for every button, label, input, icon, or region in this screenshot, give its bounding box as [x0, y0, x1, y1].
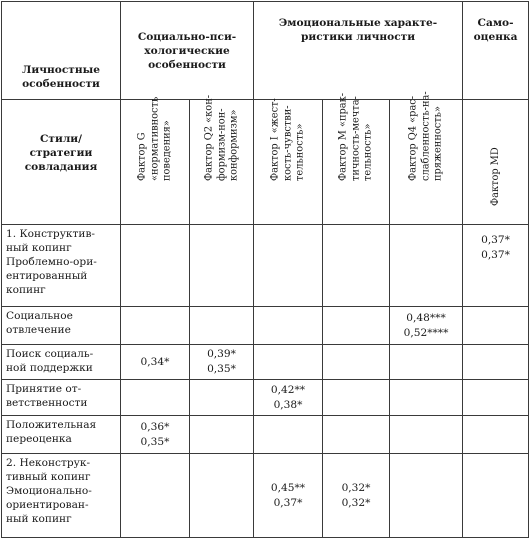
table-cell — [463, 307, 529, 345]
row-label: Социальное отвлечение — [2, 307, 121, 345]
table-cell — [390, 416, 463, 454]
table-cell — [254, 307, 323, 345]
table-cell — [390, 380, 463, 416]
row-label: 1. Конструктив- ный копинг Проблемно-ори- ентированный копинг — [2, 225, 121, 307]
factor-m-header: Фактор M «прак- тичность-мечта- тельность» — [323, 100, 390, 225]
table-cell — [254, 416, 323, 454]
table-cell: 0,37* 0,37* — [463, 225, 529, 307]
row-label: 2. Неконструк- тивный копинг Эмоционально- ориентирован- ный копинг — [2, 454, 121, 538]
header-personal-traits: Личностные особенности — [2, 2, 121, 100]
table-cell — [390, 454, 463, 538]
table-cell: 0,36* 0,35* — [121, 416, 190, 454]
table-cell — [254, 345, 323, 380]
table-cell — [463, 454, 529, 538]
table-cell — [190, 380, 254, 416]
factor-g-header: Фактор G «нормативность поведения» — [121, 100, 190, 225]
table-cell — [323, 345, 390, 380]
table-cell — [121, 454, 190, 538]
table-cell — [390, 345, 463, 380]
table-cell — [190, 225, 254, 307]
header-emotional: Эмоциональные характе- ристики личности — [254, 2, 463, 100]
table-row — [2, 345, 529, 380]
factor-md-header: Фактор MD — [463, 100, 529, 225]
row-label: Принятие от- ветственности — [2, 380, 121, 416]
table-cell: 0,39* 0,35* — [190, 345, 254, 380]
table-cell: 0,34* — [121, 345, 190, 380]
table-row — [2, 307, 529, 345]
table-cell — [323, 307, 390, 345]
table-cell — [323, 380, 390, 416]
table-row — [2, 454, 529, 538]
table-cell: 0,45** 0,37* — [254, 454, 323, 538]
table-cell — [254, 225, 323, 307]
table-cell — [323, 225, 390, 307]
table-cell — [323, 416, 390, 454]
table-cell — [121, 307, 190, 345]
header-coping-styles: Стили/ стратегии совладания — [2, 100, 121, 225]
header-self-esteem: Само- оценка — [463, 2, 529, 100]
table-cell — [121, 225, 190, 307]
factor-i-header: Фактор I «жест- кость-чувстви- тельность» — [254, 100, 323, 225]
row-label: Поиск социаль- ной поддержки — [2, 345, 121, 380]
table-cell — [463, 416, 529, 454]
table-cell — [390, 225, 463, 307]
table-cell — [190, 416, 254, 454]
correlation-table — [1, 1, 529, 538]
table-cell: 0,32* 0,32* — [323, 454, 390, 538]
header-social-psych: Социально-пси- хологические особенности — [121, 2, 254, 100]
table-cell — [190, 307, 254, 345]
table-cell — [463, 345, 529, 380]
table-row — [2, 380, 529, 416]
row-label: Положительная переоценка — [2, 416, 121, 454]
factor-q2-header: Фактор Q2 «кон- формизм-нон- конформизм» — [190, 100, 254, 225]
table-cell — [190, 454, 254, 538]
table-cell: 0,42** 0,38* — [254, 380, 323, 416]
factor-q4-header: Фактор Q4 «рас- слабленность-на- пряженность» — [390, 100, 463, 225]
table-cell — [121, 380, 190, 416]
table-row — [2, 416, 529, 454]
table-cell: 0,48*** 0,52**** — [390, 307, 463, 345]
table-row — [2, 225, 529, 307]
table-cell — [463, 380, 529, 416]
